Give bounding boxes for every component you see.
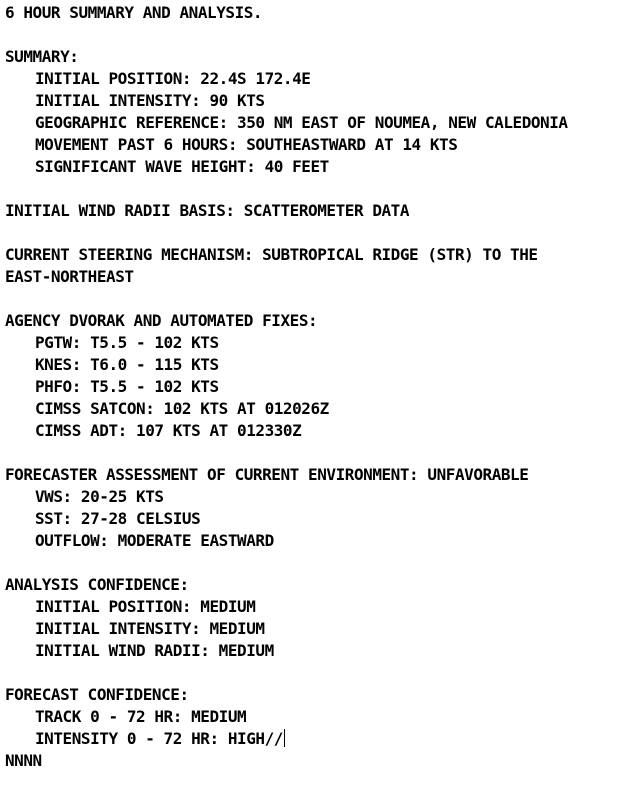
steering-line-1: CURRENT STEERING MECHANISM: SUBTROPICAL RIDGE (STR) TO THE — [5, 245, 538, 264]
blank-line — [5, 662, 568, 684]
environment-heading: FORECASTER ASSESSMENT OF CURRENT ENVIRONMENT: UNFAVORABLE — [5, 465, 529, 484]
analysis-wind-radii-confidence: INITIAL WIND RADII: MEDIUM — [35, 641, 274, 660]
fix-cimss-adt: CIMSS ADT: 107 KTS AT 012330Z — [35, 421, 302, 440]
fix-knes: KNES: T6.0 - 115 KTS — [35, 355, 219, 374]
text-cursor — [284, 729, 285, 747]
summary-heading: SUMMARY: — [5, 47, 79, 66]
fix-phfo: PHFO: T5.5 - 102 KTS — [35, 377, 219, 396]
forecast-confidence-heading: FORECAST CONFIDENCE: — [5, 685, 189, 704]
geographic-reference-line: GEOGRAPHIC REFERENCE: 350 NM EAST OF NOUMEA, NEW CALEDONIA — [35, 113, 568, 132]
forecast-track-confidence: TRACK 0 - 72 HR: MEDIUM — [35, 707, 247, 726]
analysis-intensity-confidence: INITIAL INTENSITY: MEDIUM — [35, 619, 265, 638]
steering-line-2: EAST-NORTHEAST — [5, 267, 134, 286]
outflow-line: OUTFLOW: MODERATE EASTWARD — [35, 531, 274, 550]
blank-line — [5, 442, 568, 464]
wave-height-line: SIGNIFICANT WAVE HEIGHT: 40 FEET — [35, 157, 329, 176]
blank-line — [5, 178, 568, 200]
vws-line: VWS: 20-25 KTS — [35, 487, 164, 506]
wind-radii-basis-line: INITIAL WIND RADII BASIS: SCATTEROMETER DATA — [5, 201, 410, 220]
blank-line — [5, 552, 568, 574]
fix-cimss-satcon: CIMSS SATCON: 102 KTS AT 012026Z — [35, 399, 329, 418]
blank-line — [5, 24, 568, 46]
forecast-intensity-confidence: INTENSITY 0 - 72 HR: HIGH// — [35, 729, 283, 748]
initial-position-line: INITIAL POSITION: 22.4S 172.4E — [35, 69, 311, 88]
movement-line: MOVEMENT PAST 6 HOURS: SOUTHEASTWARD AT 14 KTS — [35, 135, 458, 154]
document-title: 6 HOUR SUMMARY AND ANALYSIS. — [5, 3, 263, 22]
blank-line — [5, 288, 568, 310]
analysis-confidence-heading: ANALYSIS CONFIDENCE: — [5, 575, 189, 594]
fixes-heading: AGENCY DVORAK AND AUTOMATED FIXES: — [5, 311, 318, 330]
analysis-position-confidence: INITIAL POSITION: MEDIUM — [35, 597, 256, 616]
bulletin-text — [5, 2, 568, 772]
fix-pgtw: PGTW: T5.5 - 102 KTS — [35, 333, 219, 352]
blank-line — [5, 222, 568, 244]
initial-intensity-line: INITIAL INTENSITY: 90 KTS — [35, 91, 265, 110]
sst-line: SST: 27-28 CELSIUS — [35, 509, 201, 528]
end-marker: NNNN — [5, 751, 42, 770]
forecast-intensity-line — [5, 728, 568, 750]
